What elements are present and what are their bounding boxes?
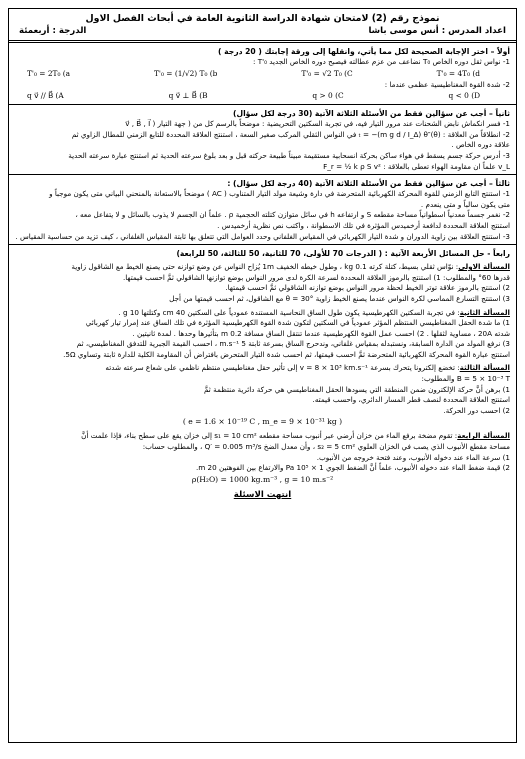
q3-line: 3- استنتج العلاقة بين زاوية الدوران و شدة التيار الكهربائي في المقياس الغلفاني وحدد العوامل التي تتعلق بها ثابتة المقياس الغلفاني ، كيف تزيد من حساسية المقياس . [15,231,510,241]
option-a: T'₀ = 2T₀ (a [27,68,71,78]
q1-item2: 2- شدة القوة المغناطيسية عظمى عندما : [384,79,510,89]
section-divider [9,104,516,105]
problem3-line: استنتج العلاقة المحددة لنصف قطر المسار الدائري، واحسب قيمته. [312,395,510,405]
section3-heading: ثالثاً – أجب عن سؤالين فقط من الأسئلة الثلاثة الآتية (40 درجة لكل سؤال) : [227,179,510,189]
header-divider [9,40,516,43]
problem2-title: المسألة الثانية [459,307,510,317]
q2-line: 1- فسر انكماش نابض الشحنات عند مرور التيار فيه، في تجربة السكتين التحريضية : موضحاً بالرسم كل من ( جهة التيار ( v⃗ , B⃗ , I⃗ [125,119,510,129]
section4-heading: رابعاً - حل المسائل الأربعة الآتية : ( الدرجات 70 للأولى، 70 للثانية، 50 للثالثة، 50 للرابعة) [176,249,510,259]
q2-line: علاقة دوره الخاص . [451,140,510,150]
exam-sheet [8,8,517,743]
problem2-line: 3) نرفع المولد من الدارة السابقة، ونستبدله بمقياس غلفاني، وندحرج الساق بسرعة ثابتة 5 m.s⁻¹ ، احسب القيمة الجبرية للتدفق المغناطيسي، ثم [76,339,510,349]
q3-line: استنتج العلاقة المحددة لدافعة أرخميدس المؤثرة في تلك الاسطوانة ، واكتب نص نظرية أرخميدس . [217,220,510,230]
q2-line: 3- أدرس حركة جسم يسقط في هواء ساكن بحركة انسحابية مستقيمة مبيناً طبيعة حركته قبل و بعد بلوغ سرعته الحدية ثم استنتج عبارة سرعته الحدية [68,150,510,160]
option-a: q v⃗ // B⃗ (A [27,91,64,101]
section2-heading: ثانياً – أجب عن سؤالين فقط من الأسئلة الثلاثة الآتية (30 درجة لكل سؤال) [233,109,510,119]
exam-title: نموذج رقم (2) لامتحان شهادة الدراسة الثانوية العامة في أبحاث الفصل الاول [85,13,440,24]
problem1-title: المسألة الاولى [458,262,510,272]
option-c: q > 0 (C [312,91,344,101]
problem2-line: المسألة الثانية: في تجربة السكتين الكهرطيسية يكون طول الساق النحاسية المستندة عمودياً على السكتين 40 cm وكتلتها 10 g . [118,307,510,317]
section-divider [9,174,516,175]
option-c: T'₀ = √2 T₀ (C [301,68,353,78]
problem2-line: 1) ما شدة الحقل المغناطيسي المنتظم المؤثر عمودياً في السكتين لتكون شدة القوة الكهرطيسية المؤثرة في تلك الساق عند إمرار تيار كهربائي [85,318,510,328]
q3-line: 1- استنتج التابع الزمني للقوة المحركة الكهربائية المتحرضة في دارة وشيعة مولد التيار المتناوب ( AC ) موضحاً بالاستعانة بالمنحني البياني متى يكون موجباً و [49,189,510,199]
section1-heading: أولاً – اختر الإجابة الصحيحة لكل مما يأتي، وانقلها إلى ورقة إجابتك ( 20 درجة ) [218,47,510,56]
problem3-line: 2) احسب دور الحركة. [443,405,510,415]
problem4-constants: ρ(H₂O) = 1000 kg.m⁻³ , g = 10 m.s⁻² [191,474,334,484]
problem4-line: 1) سرعة الماء عند دخوله الأنبوب، وعند فتحة خروجه من الأنبوب. [316,452,510,462]
problem2-line: استنتج عبارة القوة المحركة الكهربائية المتحرضة ثمَّ احسب قيمتها، ثم احسب شدة التيار المتحرض بافتراض أن المقاومة الكلية للدارة ثابتة وتساوي 5Ω. [63,349,510,359]
problem3-line: 1) برهن أنَّ حركة الإلكترون ضمن المنطقة التي يسودها الحقل المغناطيسي هي حركة دائرية منتظمة ثمَّ [204,384,510,394]
problem2-line: شدته 20A ، مساوية لثقلها . 2) احسب عمل القوة الكهرطيسية عندما تنتقل الساق مسافة 0.2 m بتأثيرها وحدها . لمدة ثانيتين . [132,328,510,338]
problem1-line: 3) استنتج التسارع المماسي لكرة النواس عندما يصنع الخيط زاوية θ = 30° مع الشاقول، ثم احسب قيمتها من أجل [169,293,510,303]
problem1-line: المسألة الاولى: نوّاس ثقلي بسيط، كتلة كرته 0.1 kg ، وطول خيطه الخفيف 1m يُزاح النواس عن وضع توازنه حتى يصنع الخيط مع الشاقول زاوية [71,262,510,272]
q2-line: 2- انطلاقاً من العلاقة : (θ)″ₜ = −(m g d / I_Δ) θ في النواس الثقلي المركب صغير السعة ، استنتج العلاقة المحددة للتابع الزمني للمطال الزاوي ثم [71,129,510,139]
option-d: T'₀ = 4T₀ (d [436,68,480,78]
problem1-line: 2) استنتج بالرموز علاقة توتر الخيط لحظة مرور النواس بوضع توازنه الشاقولي ثمَّ احسب قيمتها. [225,283,510,293]
q2-line: v_L علماً ان مقاومة الهواء تعطى بالعلاقة : F_r = ½ k ρ S v² [323,161,510,171]
problem4-title: المسألة الرابعة [457,431,510,441]
q1-item1: 1- نواس ثقل دوره الخاص T₀ نضاعف من عزم عطالته فيصبح دوره الخاص الجديد T'₀ : [253,57,510,66]
problem4-line: مساحة مقطع الأنبوب الذي يصب في الخزان العلوي s₂ = 5 cm² ، وأن معدل الضخ Q′ = 0.005 m³/s ، والمطلوب حساب: [142,442,510,452]
option-d: q < 0 (D [448,91,480,101]
problem3-line: B = 5 × 10⁻³ T والمطلوب: [421,374,510,384]
problem3-line: المسألة الثالثة: تخضع إلكترونا يتحرك بسرعة v = 8 × 10³ km.s⁻¹ إلى تأثير حقل مغناطيسي منتظم ناظمي على شعاع سرعته شدته [105,363,510,373]
q1-item1-options [15,68,510,80]
section-divider [9,244,516,245]
teacher-name: اعداد المدرس : أنس موسى باشا [368,26,506,36]
option-b: q v⃗ ⊥ B⃗ (B [168,91,208,101]
problem3-title: المسألة الثالثة [459,363,510,373]
problem4-line: 2) قيمة ضغط الماء عند دخوله الأنبوب، علماً أنَّ الضغط الجوي 1 × 10⁵ Pa والارتفاع بين الفوهتين 20 m. [195,463,510,473]
q3-line: 2- نغمر جسماً معدنياً اسطوانياً مساحة مقطعه S و ارتفاعه h في سائل متوازن كتلته الحجمية ρ . علماً ان الجسم لا يذوب بالسائل و لا يتفاعل معه ، [75,210,510,220]
problem3-constants: ( e = 1.6 × 10⁻¹⁹ C , m_e = 9 × 10⁻³¹ kg ) [182,417,343,427]
option-b: T'₀ = (1/√2) T₀ (b [154,68,218,78]
q1-item2-options [15,90,510,102]
problem4-line: المسألة الرابعة: تقوم مضخة برفع الماء من خزان أرضي عبر أنبوب مساحة مقطعه s₁ = 10 cm² إلى خزان يقع على سطح بناء، فإذا علمت أنَّ [81,431,510,441]
problem1-line: قدرها 60° والمطلوب: 1) استنتج بالرموز العلاقة المحددة لسرعة الكرة لدى مرور النواس بوضع توازنها الشاقولي ثمَّ احسب قيمتها. [122,272,510,282]
total-grade: الدرجة : أربعمئة [19,26,87,36]
header-info-row [15,25,510,38]
q3-line: متى يكون سالباً و متى ينعدم . [420,199,510,209]
end-of-questions: انتهت الاسئلة [233,489,292,500]
